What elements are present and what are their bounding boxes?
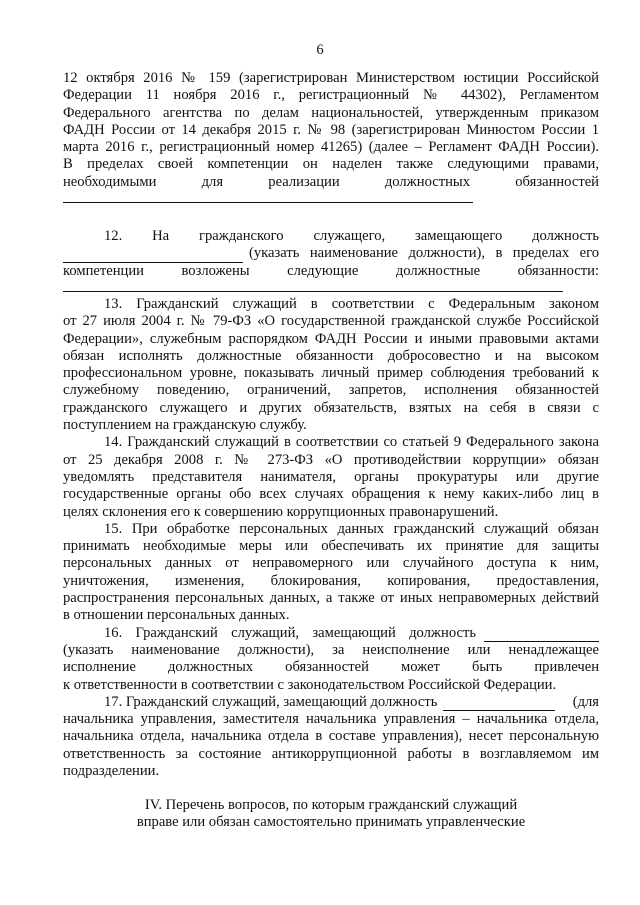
text-line: обязан исполнять должностные обязанности добросовестно и на высоком <box>63 347 599 364</box>
text-line: 13. Гражданский служащий в соответствии с Федеральным законом <box>104 296 599 312</box>
text-line: распространения персональных данных, а также от иных неправомерных действий <box>63 590 599 607</box>
text-line: 15. При обработке персональных данных гражданский служащий обязан <box>104 520 599 537</box>
text-line: начальника отдела, начальника отдела в составе управления), несет персональную <box>63 728 599 745</box>
text-line-with-blank <box>63 694 599 711</box>
text-line: к ответственности в соответствии с законодательством Российской Федерации. <box>63 676 557 693</box>
text-line: Федерации 11 ноября 2016 г., регистрационный № 44302), Регламентом <box>63 87 599 104</box>
text-line: гражданского служащего и других обязательств, взятых на себя в связи с <box>63 399 599 416</box>
heading-line: IV. Перечень вопросов, по которым гражданский служащий <box>144 797 518 813</box>
text-line: целях склонения его к совершению коррупционных правонарушений. <box>63 503 499 520</box>
text-line: компетенции возложены следующие должностные обязанности: <box>63 262 599 279</box>
text-line: (указать наименование должности), за неисполнение или ненадлежащее <box>63 641 599 658</box>
text-line: уничтожения, изменения, блокирования, копирования, предоставления, <box>63 572 599 589</box>
text-line: поступлением на гражданскую службу. <box>63 417 307 434</box>
fill-in-line <box>63 191 473 203</box>
text-line: от 27 июля 2004 г. № 79-ФЗ «О государственной гражданской службе Российской <box>63 313 599 330</box>
section-heading-iv <box>63 797 599 832</box>
text-line: служебному поведению, ограничений, запретов, исполнения обязанностей <box>63 382 599 399</box>
fill-in-blank <box>443 698 555 711</box>
text-line: начальника управления, заместителя начальника управления – начальника отдела, <box>63 711 599 728</box>
text-line-with-blank <box>63 625 599 642</box>
text-line: необходимыми для реализации должностных обязанностей <box>63 173 599 190</box>
fill-in-blank <box>484 629 599 642</box>
paragraph-item-12 <box>63 228 599 292</box>
text-fragment: 17. Гражданский служащий, замещающий должность <box>104 693 438 710</box>
fill-in-blank <box>63 250 243 263</box>
page-number: 6 <box>316 42 324 58</box>
text-line: Федерального агентства по делам национальностей, утвержденным приказом <box>63 104 599 121</box>
text-line: профессиональном уровне, показывать личный пример соблюдения требований к <box>63 365 599 382</box>
text-line: принимать необходимые меры или обеспечивать их принятие для защиты <box>63 538 599 555</box>
text-line: уведомлять представителя нанимателя, органы прокуратуры или другие <box>63 468 599 485</box>
text-line: 14. Гражданский служащий в соответствии со статьей 9 Федерального закона <box>104 434 599 451</box>
paragraph-continuation <box>63 70 599 203</box>
paragraph-items-13-17 <box>63 296 599 780</box>
text-line: ФАДН России от 14 декабря 2015 г. № 98 (зарегистрирован Минюстом России 1 <box>63 121 599 138</box>
heading-line: вправе или обязан самостоятельно принимать управленческие <box>136 814 526 831</box>
text-line: ответственность за состояние антикоррупционной работы в возглавляемом им <box>63 745 599 762</box>
text-fragment: (указать наименование должности), в пределах его <box>249 245 599 262</box>
text-fragment: 16. Гражданский служащий, замещающий должность <box>104 624 476 641</box>
text-line: 12. На гражданского служащего, замещающего должность <box>104 228 599 244</box>
text-line: 12 октября 2016 № 159 (зарегистрирован Министерством юстиции Российской <box>63 70 599 86</box>
text-line: исполнение должностных обязанностей может быть привлечен <box>63 659 599 676</box>
fill-in-line <box>63 280 563 292</box>
text-line: персональных данных от неправомерного или случайного доступа к ним, <box>63 555 599 572</box>
text-fragment: (для <box>572 693 599 710</box>
text-line-with-blank <box>63 245 599 262</box>
text-line: Федерации», служебным распорядком ФАДН России и иными правовыми актами <box>63 330 599 347</box>
text-line: государственные органы обо всех случаях обращения к нему каких-либо лиц в <box>63 486 599 503</box>
text-line: подразделении. <box>63 763 160 780</box>
text-line: марта 2016 г., регистрационный номер 41265) (далее – Регламент ФАДН России). <box>63 139 599 156</box>
text-line: В пределах своей компетенции он наделен также следующими правами, <box>63 156 599 173</box>
text-line: в отношении персональных данных. <box>63 607 290 624</box>
text-line: от 25 декабря 2008 г. № 273-ФЗ «О противодействии коррупции» обязан <box>63 451 599 468</box>
